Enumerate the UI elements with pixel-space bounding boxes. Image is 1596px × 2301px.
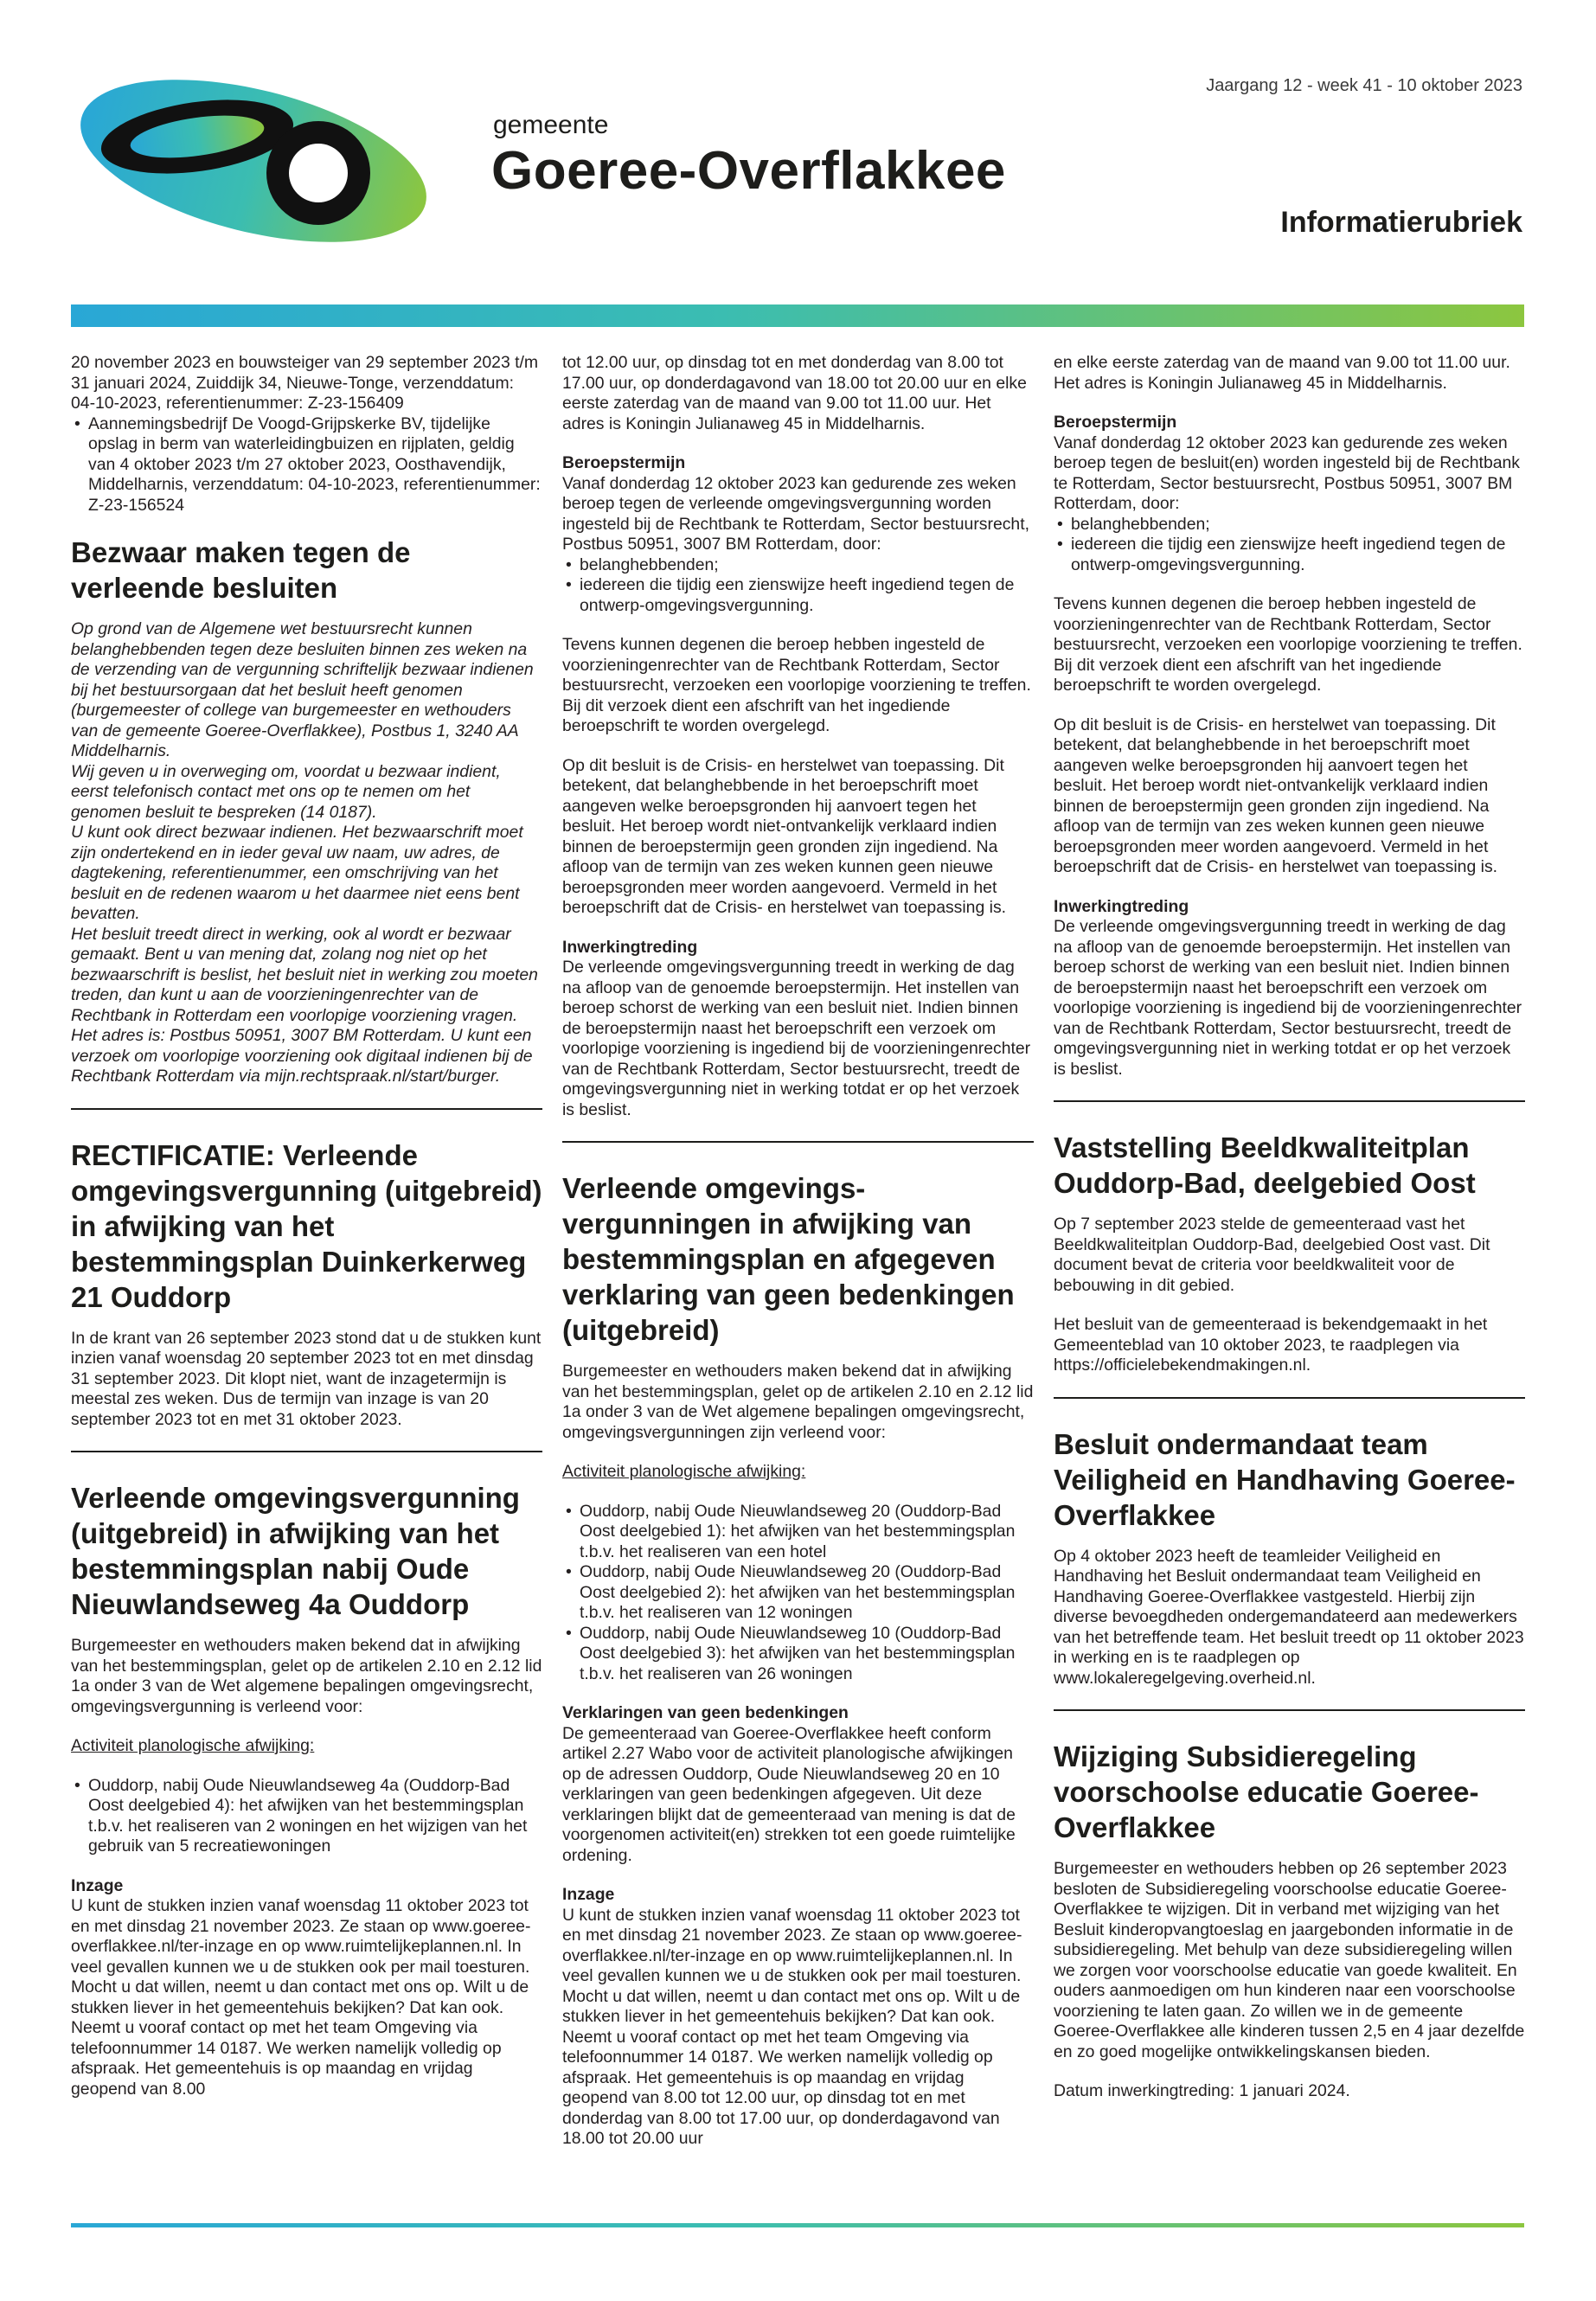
paragraph: Vanaf donderdag 12 oktober 2023 kan gedurende zes weken beroep tegen de besluit(en) worden ingesteld bij de Rechtbank te Rotterdam, Sector bestuursrecht, Postbus 50951, 3007 BM Rotterdam, door: bbox=[1054, 433, 1520, 513]
paragraph: Wij geven u in overweging om, voordat u bezwaar indient, eerst telefonisch contact met ons op te nemen om het genomen besluit te bespreken (14 0187). bbox=[71, 761, 501, 822]
paragraph: Burgemeester en wethouders maken bekend dat in afwijking van het bestemmingsplan, gelet op de artikelen 2.10 en 2.12 lid 1a onder 3 van de Wet algemene bepalingen omgevingsrecht, omgevingsvergunning is verleend voor: bbox=[71, 1636, 542, 1716]
list-item: • belanghebbenden; bbox=[1054, 515, 1525, 535]
footer-gradient-bar bbox=[71, 2223, 1524, 2227]
section-divider bbox=[1054, 1397, 1525, 1399]
paragraph: Op 4 oktober 2023 heeft de teamleider Veiligheid en Handhaving het Besluit ondermandaat team Veiligheid en Handhaving Goeree-Overflakkee vastgesteld. Hierbij zijn diverse bevoegdheden ondergemandateerd aan medewerkers van het betreffende team. Het besluit treedt op 11 oktober 2023 in werking en is te raadplegen op www.lokaleregelgeving.overheid.nl. bbox=[1054, 1546, 1524, 1688]
subheading-inzage: Inzage bbox=[71, 1875, 124, 1895]
list-item: • Aannemingsbedrijf De Voogd-Grijpskerke BV, tijdelijke opslag in berm van waterleidingbuizen en rijplaten, geldig van 4 oktober 2023 t/m 27 oktober 2023, Oosthavendijk, Middelharnis, verzenddatum: 04-10-2023, referentienummer: Z-23-156524 bbox=[71, 414, 542, 516]
section-divider bbox=[71, 1451, 542, 1452]
municipality-logo-icon bbox=[67, 76, 457, 249]
section-title-verleende: Verleende omgevings-vergunningen in afwijking van bestemmingsplan en afgegeven verklaring van geen bedenkingen (uitgebreid) bbox=[562, 1172, 1015, 1346]
paragraph: De verleende omgevingsvergunning treedt in werking de dag na afloop van de genoemde beroepstermijn. Het instellen van beroep schorst de werking van een besluit niet. Indien binnen de beroepstermijn naast het beroepschrift een verzoek om voorlopige voorziening is ingediend bij de voorzieningenrechter van de Rechtbank Rotterdam, Sector bestuursrecht, treedt de omgevingsvergunning niet in werking totdat er op het verzoek is beslist. bbox=[1054, 917, 1522, 1079]
subheading-inzage: Inzage bbox=[562, 1885, 615, 1904]
section-divider bbox=[1054, 1100, 1525, 1102]
edition-info: Jaargang 12 - week 41 - 10 oktober 2023 bbox=[1206, 76, 1522, 95]
paragraph: Burgemeester en wethouders hebben op 26 september 2023 besloten de Subsidieregeling voorschoolse educatie Goeree-Overflakkee te wijzigen. Dit in verband met wijziging van het Besluit kinderopvangtoeslag en jaargebonden informatie in de subsidieregeling. Met behulp van deze subsidieregeling willen we zorgen voor voorschoolse educatie van goede kwaliteit. En ouders aanmoedigen om hun kinderen naar een voorschoolse voorziening te laten gaan. Zo willen we in de gemeente Goeree-Overflakkee alle kinderen tussen 2,5 en 4 jaar dezelfde en zo goed mogelijke ontwikkelingskansen bieden. bbox=[1054, 1859, 1525, 2061]
beroep-list bbox=[562, 555, 1034, 617]
list-item: • Ouddorp, nabij Oude Nieuwlandseweg 20 (Ouddorp-Bad Oost deelgebied 1): het afwijken van het bestemmingsplan t.b.v. het realiseren van een hotel bbox=[562, 1502, 1034, 1563]
list-item: • Ouddorp, nabij Oude Nieuwlandseweg 20 (Ouddorp-Bad Oost deelgebied 2): het afwijken van het bestemmingsplan t.b.v. het realiseren van 12 woningen bbox=[562, 1562, 1034, 1624]
list-item: • iedereen die tijdig een zienswijze heeft ingediend tegen de ontwerp-omgevingsvergunning. bbox=[1054, 535, 1525, 575]
header-gradient-bar bbox=[71, 304, 1524, 327]
section-divider bbox=[562, 1141, 1034, 1143]
section-title-subsidieregeling: Wijziging Subsidieregeling voorschoolse educatie Goeree-Overflakkee bbox=[1054, 1740, 1479, 1843]
list-item: • belanghebbenden; bbox=[562, 555, 1034, 576]
bezwaar-body bbox=[71, 619, 542, 1087]
column-1 bbox=[71, 353, 542, 2118]
paragraph: Op dit besluit is de Crisis- en herstelwet van toepassing. Dit betekent, dat belanghebbende in het beroepschrift moet aangeven welke beroepsgronden hij aanvoert tegen het besluit. Het beroep wordt niet-ontvankelijk verklaard indien binnen de beroepstermijn geen gronden zijn ingediend. Na afloop van de termijn van zes weken kunnen geen nieuwe beroepsgronden meer worden aangevoerd. Vermeld in het beroepschrift dat de Crisis- en herstelwet van toepassing is. bbox=[562, 755, 1007, 917]
section-title-bezwaar: Bezwaar maken tegen de verleende besluiten bbox=[71, 536, 411, 604]
paragraph: Op 7 september 2023 stelde de gemeenteraad vast het Beeldkwaliteitplan Ouddorp-Bad, deelgebied Oost vast. Dit document bevat de criteria voor beeldkwaliteit voor de bebouwing in dit gebied. bbox=[1054, 1215, 1490, 1295]
paragraph: Burgemeester en wethouders maken bekend dat in afwijking van het bestemmingsplan, gelet op de artikelen 2.10 en 2.12 lid 1a onder 3 van de Wet algemene bepalingen omgevingsrecht, omgevingsvergunningen zijn verleend voor: bbox=[562, 1362, 1034, 1442]
paragraph: Het besluit van de gemeenteraad is bekendgemaakt in het Gemeenteblad van 10 oktober 2023, te raadplegen via https://officielebekendmakingen.nl. bbox=[1054, 1315, 1488, 1375]
brand-subtitle: gemeente bbox=[493, 111, 609, 139]
paragraph: In de krant van 26 september 2023 stond dat u de stukken kunt inzien vanaf woensdag 20 september 2023 tot en met dinsdag 31 september 2023. Dit klopt niet, want de inzagetermijn is meestal zes weken. Dus de termijn van inzage is van 20 september 2023 tot en met 31 oktober 2023. bbox=[71, 1328, 542, 1429]
paragraph: Tevens kunnen degenen die beroep hebben ingesteld de voorzieningenrechter van de Rechtbank Rotterdam, Sector bestuursrecht, verzoeken een voorlopige voorziening te treffen. Bij dit verzoek dient een afschrift van het ingediende beroepschrift te worden overgelegd. bbox=[562, 635, 1031, 735]
paragraph: Datum inwerkingtreding: 1 januari 2024. bbox=[1054, 2081, 1350, 2100]
list-item: • iedereen die tijdig een zienswijze heeft ingediend tegen de ontwerp-omgevingsvergunning. bbox=[562, 575, 1034, 616]
rubric-title: Informatierubriek bbox=[1280, 206, 1522, 239]
section-divider bbox=[1054, 1709, 1525, 1711]
column-3 bbox=[1054, 353, 1525, 2121]
subheading-beroepstermijn: Beroepstermijn bbox=[562, 453, 686, 472]
paragraph: Op grond van de Algemene wet bestuursrecht kunnen belanghebbenden tegen deze besluiten binnen zes weken na de verzending van de vergunning schriftelijk bezwaar indienen bij het bestuursorgaan dat het besluit heeft genomen (burgemeester of college van burgemeester en wethouders van de gemeente Goeree-Overflakkee), Postbus 1, 3240 AA Middelharnis. bbox=[71, 619, 534, 760]
section-title-beeldkwaliteitplan: Vaststelling Beeldkwaliteitplan Ouddorp-Bad, deelgebied Oost bbox=[1054, 1131, 1476, 1199]
paragraph: U kunt de stukken inzien vanaf woensdag 11 oktober 2023 tot en met dinsdag 21 november 2023. Ze staan op www.goeree-overflakkee.nl/ter-inzage en op www.ruimtelijkeplannen.nl. In veel gevallen kunnen we u de stukken ook per mail toesturen. Mocht u dat willen, neemt u dan contact met ons op. Wilt u de stukken liever in het gemeentehuis bekijken? Dat kan ook. Neemt u vooraf contact op met het team Omgeving via telefoonnummer 14 0187. We werken namelijk volledig op afspraak. Het gemeentehuis is op maandag en vrijdag geopend van 8.00 bbox=[71, 1896, 531, 2099]
section-title-nieuwlandseweg: Verleende omgevingsvergunning (uitgebreid) in afwijking van het bestemmingsplan nabij Oude Nieuwlandseweg 4a Ouddorp bbox=[71, 1482, 520, 1620]
subheading-inwerkingtreding: Inwerkingtreding bbox=[562, 937, 698, 957]
subheading-beroepstermijn: Beroepstermijn bbox=[1054, 413, 1177, 432]
activity-list bbox=[71, 1776, 542, 1857]
page-header bbox=[0, 0, 1596, 329]
continued-list bbox=[71, 414, 542, 516]
beroep-list bbox=[1054, 515, 1525, 576]
paragraph: De verleende omgevingsvergunning treedt in werking de dag na afloop van de genoemde beroepstermijn. Het instellen van beroep schorst de werking van een besluit niet. Indien binnen de beroepstermijn naast het beroepschrift een verzoek om voorlopige voorziening is ingediend bij de voorzieningenrechter van de Rechtbank Rotterdam, Sector bestuursrecht, treedt de omgevingsvergunning niet in werking totdat er op het verzoek is beslist. bbox=[562, 958, 1031, 1119]
brand-title: Goeree-Overflakkee bbox=[491, 141, 1006, 201]
section-title-ondermandaat: Besluit ondermandaat team Veiligheid en Handhaving Goeree-Overflakkee bbox=[1054, 1427, 1516, 1531]
subheading-verklaringen: Verklaringen van geen bedenkingen bbox=[562, 1703, 849, 1722]
column-2 bbox=[562, 353, 1034, 2169]
paragraph: Het besluit treedt direct in werking, ook al wordt er bezwaar gemaakt. Bent u van mening dat, zolang nog niet op het bezwaarschrift is beslist, het besluit niet in werking zou moeten treden, dan kunt u aan de voorzieningenrechter van de Rechtbank in Rotterdam een voorlopige voorziening vragen. Het adres is: Postbus 50951, 3007 BM Rotterdam. U kunt een verzoek om voorlopige voorziening ook digitaal indienen bij de Rechtbank Rotterdam via mijn.rechtspraak.nl/start/burger. bbox=[71, 924, 538, 1086]
paragraph: U kunt ook direct bezwaar indienen. Het bezwaarschrift moet zijn ondertekend en in ieder geval uw naam, uw adres, de dagtekening, referentienummer, een omschrijving van het besluit en de redenen waarom u het daarmee niet eens bent bevatten. bbox=[71, 823, 523, 923]
subheading-inwerkingtreding: Inwerkingtreding bbox=[1054, 896, 1189, 916]
section-title-rectificatie: RECTIFICATIE: Verleende omgevingsvergunning (uitgebreid) in afwijking van het bestemmingsplan Duinkerkerweg 21 Ouddorp bbox=[71, 1138, 542, 1313]
list-item: • Ouddorp, nabij Oude Nieuwlandseweg 10 (Ouddorp-Bad Oost deelgebied 3): het afwijken van het bestemmingsplan t.b.v. het realiseren van 26 woningen bbox=[562, 1624, 1034, 1685]
paragraph: Op dit besluit is de Crisis- en herstelwet van toepassing. Dit betekent, dat belanghebbende in het beroepschrift moet aangeven welke beroepsgronden hij aanvoert tegen het besluit. Het beroep wordt niet-ontvankelijk verklaard indien binnen de beroepstermijn geen gronden zijn ingediend. Na afloop van de termijn van zes weken kunnen geen nieuwe beroepsgronden meer worden aangevoerd. Vermeld in het beroepschrift dat de Crisis- en herstelwet van toepassing is. bbox=[1054, 715, 1498, 876]
paragraph: U kunt de stukken inzien vanaf woensdag 11 oktober 2023 tot en met dinsdag 21 november 2023. Ze staan op www.goeree-overflakkee.nl/ter-inzage en op www.ruimtelijkeplannen.nl. In veel gevallen kunnen we u de stukken ook per mail toesturen. Mocht u dat willen, neemt u dan contact met ons op. Wilt u de stukken liever in het gemeentehuis bekijken? Dat kan ook. Neemt u vooraf contact op met het team Omgeving via telefoonnummer 14 0187. We werken namelijk volledig op afspraak. Het gemeentehuis is op maandag en vrijdag geopend van 8.00 tot 12.00 uur, op dinsdag tot en met donderdag van 8.00 tot 17.00 uur, op donderdagavond van 18.00 tot 20.00 uur bbox=[562, 1905, 1022, 2148]
paragraph: De gemeenteraad van Goeree-Overflakkee heeft conform artikel 2.27 Wabo voor de activiteit planologische afwijkingen op de adressen Ouddorp, Oude Nieuwlandseweg 20 en 10 verklaringen van geen bedenkingen afgegeven. Uit deze verklaringen blijkt dat de gemeenteraad van mening is dat de voorgenomen activiteit(en) strekken tot een goede ruimtelijke ordening. bbox=[562, 1723, 1016, 1865]
list-item: • Ouddorp, nabij Oude Nieuwlandseweg 4a (Ouddorp-Bad Oost deelgebied 4): het afwijken van het bestemmingsplan t.b.v. het realiseren van 2 woningen en het wijzigen van het gebruik van 5 recreatiewoningen bbox=[71, 1776, 542, 1857]
paragraph: Vanaf donderdag 12 oktober 2023 kan gedurende zes weken beroep tegen de verleende omgevingsvergunning worden ingesteld bij de Rechtbank te Rotterdam, Sector bestuursrecht, Postbus 50951, 3007 BM Rotterdam, door: bbox=[562, 473, 1029, 554]
continued-item: 20 november 2023 en bouwsteiger van 29 september 2023 t/m 31 januari 2024, Zuiddijk 34, Nieuwe-Tonge, verzenddatum: 04-10-2023, referentienummer: Z-23-156409 bbox=[71, 353, 539, 413]
activity-label: Activiteit planologische afwijking: bbox=[71, 1736, 315, 1755]
paragraph: tot 12.00 uur, op dinsdag tot en met donderdag van 8.00 tot 17.00 uur, op donderdagavond van 18.00 tot 20.00 uur en elke eerste zaterdag van de maand van 9.00 tot 11.00 uur. Het adres is Koningin Julianaweg 45 in Middelharnis. bbox=[562, 353, 1027, 433]
activity-list bbox=[562, 1502, 1034, 1685]
activity-label: Activiteit planologische afwijking: bbox=[562, 1462, 806, 1481]
paragraph: Tevens kunnen degenen die beroep hebben ingesteld de voorzieningenrechter van de Rechtbank Rotterdam, Sector bestuursrecht, verzoeken een voorlopige voorziening te treffen. Bij dit verzoek dient een afschrift van het ingediende beroepschrift te worden overgelegd. bbox=[1054, 594, 1522, 695]
section-divider bbox=[71, 1108, 542, 1110]
paragraph: en elke eerste zaterdag van de maand van 9.00 tot 11.00 uur. Het adres is Koningin Julianaweg 45 in Middelharnis. bbox=[1054, 353, 1510, 393]
